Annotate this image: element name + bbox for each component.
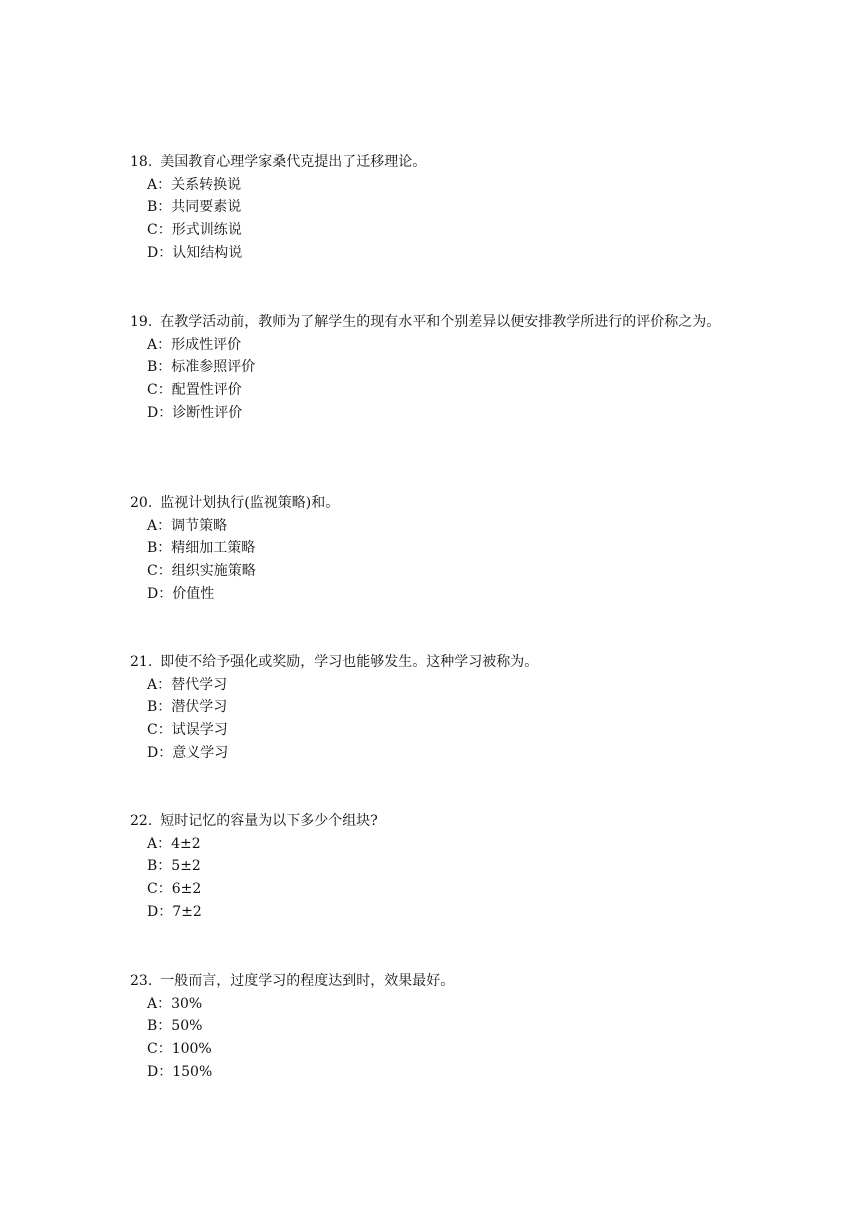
question-number: 20. bbox=[130, 495, 153, 511]
question-stem bbox=[130, 651, 750, 674]
option-d: D：诊断性评价 bbox=[147, 404, 243, 421]
question-stem bbox=[130, 810, 750, 833]
option-d: D：价值性 bbox=[147, 585, 215, 602]
question-text: 美国教育心理学家桑代克提出了迁移理论。 bbox=[160, 154, 427, 170]
option-list bbox=[130, 515, 750, 606]
option-a: A：关系转换说 bbox=[147, 176, 242, 193]
option-d: D：7±2 bbox=[147, 903, 202, 920]
option-c: C：形式训练说 bbox=[147, 221, 242, 238]
option-list bbox=[130, 334, 750, 425]
question-23 bbox=[130, 970, 750, 1083]
option-c: C：配置性评价 bbox=[147, 381, 242, 398]
question-stem bbox=[130, 492, 750, 515]
option-c: C：100% bbox=[147, 1040, 212, 1057]
option-list bbox=[130, 174, 750, 265]
option-b: B：共同要素说 bbox=[147, 199, 242, 216]
option-d: D：150% bbox=[147, 1063, 213, 1080]
question-number: 21. bbox=[130, 654, 153, 670]
option-b: B：5±2 bbox=[147, 858, 201, 875]
option-d: D：认知结构说 bbox=[147, 244, 243, 261]
option-d: D：意义学习 bbox=[147, 744, 229, 761]
option-list bbox=[130, 833, 750, 924]
question-21 bbox=[130, 651, 750, 764]
question-19 bbox=[130, 311, 750, 424]
option-b: B：潜伏学习 bbox=[147, 699, 228, 716]
question-number: 22. bbox=[130, 813, 153, 829]
question-text: 短时记忆的容量为以下多少个组块? bbox=[160, 813, 378, 829]
option-c: C：组织实施策略 bbox=[147, 562, 256, 579]
question-stem bbox=[130, 970, 750, 993]
question-stem bbox=[130, 151, 750, 174]
option-b: B：50% bbox=[147, 1018, 203, 1035]
option-c: C：6±2 bbox=[147, 880, 202, 897]
question-stem bbox=[130, 311, 750, 334]
question-text: 即使不给予强化或奖励，学习也能够发生。这种学习被称为。 bbox=[160, 654, 539, 670]
option-list bbox=[130, 674, 750, 765]
option-a: A：替代学习 bbox=[147, 676, 228, 693]
option-a: A：形成性评价 bbox=[147, 336, 242, 353]
question-18 bbox=[130, 151, 750, 264]
option-a: A：4±2 bbox=[147, 835, 201, 852]
option-a: A：调节策略 bbox=[147, 517, 228, 534]
question-number: 19. bbox=[130, 314, 153, 330]
option-b: B：精细加工策略 bbox=[147, 540, 256, 557]
option-c: C：试误学习 bbox=[147, 721, 228, 738]
option-list bbox=[130, 993, 750, 1084]
question-text: 一般而言，过度学习的程度达到时，效果最好。 bbox=[160, 973, 455, 989]
question-number: 18. bbox=[130, 154, 153, 170]
question-22 bbox=[130, 810, 750, 923]
option-a: A：30% bbox=[147, 995, 203, 1012]
question-text: 在教学活动前，教师为了解学生的现有水平和个别差异以便安排教学所进行的评价称之为。 bbox=[160, 314, 721, 330]
question-20 bbox=[130, 492, 750, 605]
question-number: 23. bbox=[130, 973, 153, 989]
option-b: B：标准参照评价 bbox=[147, 359, 256, 376]
question-text: 监视计划执行(监视策略)和。 bbox=[160, 495, 340, 511]
